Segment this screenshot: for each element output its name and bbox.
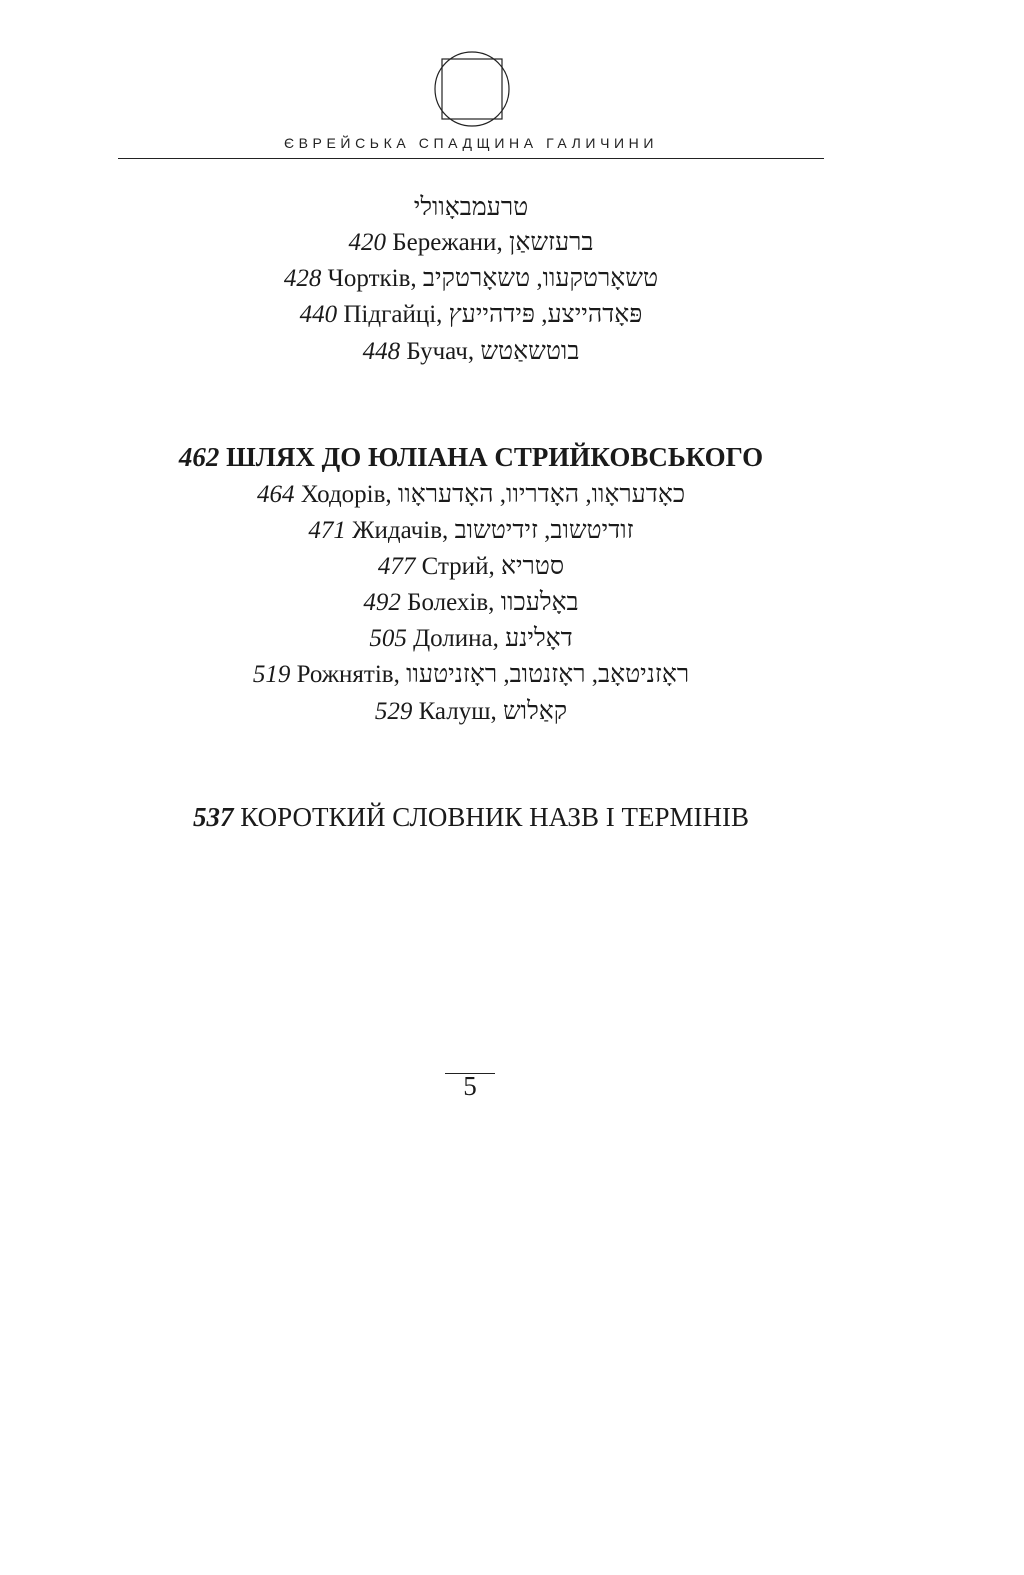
toc-entry: 464 Ходорів, כאָדעראָוו, האָדריוו, האָדעראָוו <box>256 481 686 508</box>
toc-entry: 440 Підгайці, פּאָדהייצע, פּידהייעץ <box>299 301 643 328</box>
toc-entry: 428 Чортків, טשאָרטקעוו, טשאָרטקיב <box>283 265 659 292</box>
toc-entry: 471 Жидачів, זודיטשוב, זידיטשוב <box>308 517 634 544</box>
page-number: 5 <box>463 1071 477 1101</box>
toc-section-heading: 462 ШЛЯХ ДО ЮЛІАНА СТРИЙКОВСЬКОГО <box>178 442 764 472</box>
toc-section-heading: 537 КОРОТКИЙ СЛОВНИК НАЗВ І ТЕРМІНІВ <box>193 802 749 832</box>
toc-entry: 420 Бережани, ברעזשאַן <box>348 229 594 256</box>
book-logo <box>433 50 511 128</box>
toc-entry: 448 Бучач, בוטשאַטש <box>362 338 580 365</box>
header-rule <box>118 158 824 159</box>
running-header: ЄВРЕЙСЬКА СПАДЩИНА ГАЛИЧИНИ <box>283 135 659 151</box>
toc-entry: 529 Калуш, קאַלוש <box>374 698 568 725</box>
toc-entry: 505 Долина, דאָלינע <box>369 625 573 652</box>
toc-entry: 492 Болехів, באָלעכוו <box>363 589 579 616</box>
toc-continued-line: טרעמבאָוולי <box>413 194 529 221</box>
toc-entry: 477 Стрий, סטריא <box>377 553 565 580</box>
toc-entry: 519 Рожнятів, ראָזניטאָב, ראָזנטוב, ראָזניטעוו <box>252 661 690 688</box>
